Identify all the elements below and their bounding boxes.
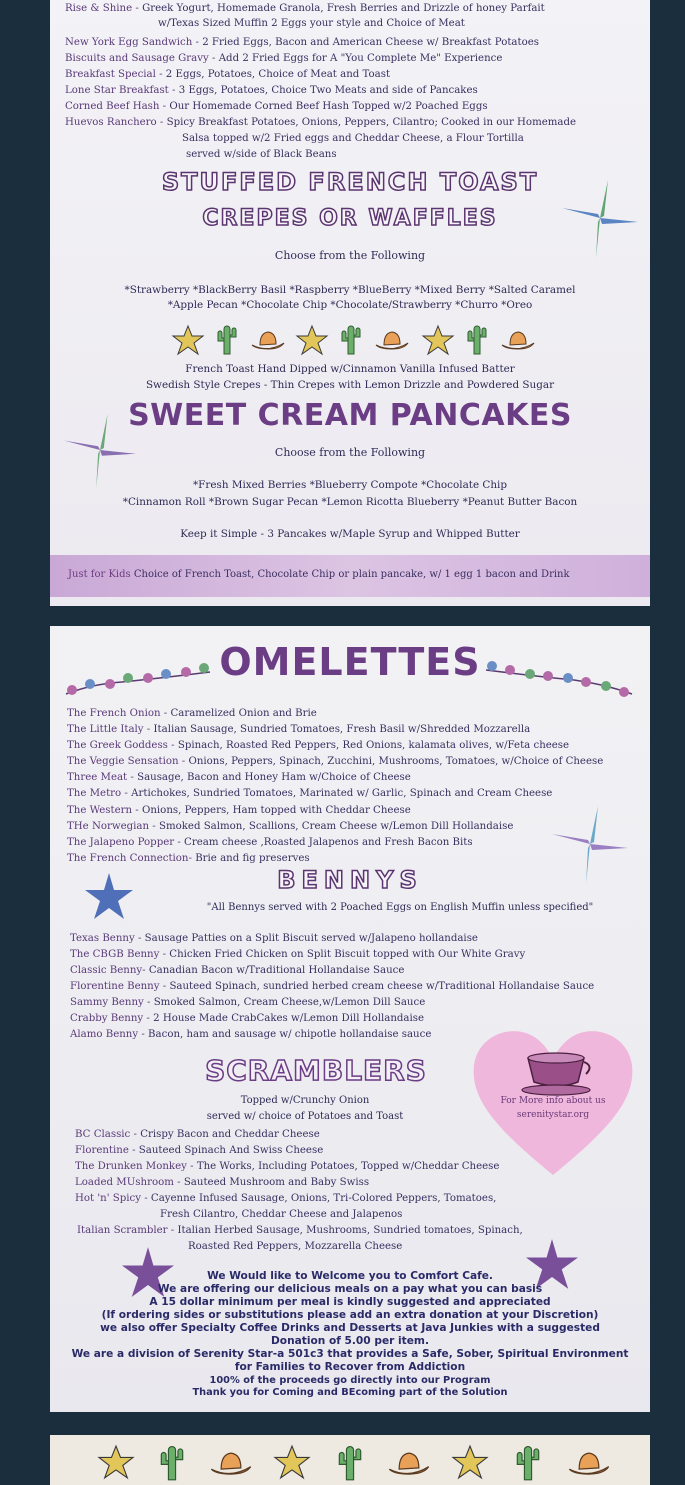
list-item: Breakfast Special - 2 Eggs, Potatoes, Choice of Meat and Toast xyxy=(65,69,391,80)
list-item: BC Classic - Crispy Bacon and Cheddar Cheese xyxy=(75,1129,320,1140)
heart-website-text: serenitystar.org xyxy=(516,1110,590,1120)
list-item: Florentine Benny - Sauteed Spinach, sundried herbed cream cheese w/Traditional Hollandaise Sauce xyxy=(70,981,595,992)
star-icon xyxy=(450,1445,490,1479)
cowboy-hat-icon xyxy=(374,327,410,353)
list-item: The French Onion - Caramelized Onion and Brie xyxy=(67,708,317,719)
kids-label: Just for Kids xyxy=(68,569,131,580)
scramblers-heading: SCRAMBLERS xyxy=(205,1054,427,1087)
cowboy-hat-icon xyxy=(208,1447,254,1479)
crepes-waffles-heading: CREPES OR WAFFLES xyxy=(202,206,498,231)
cactus-icon xyxy=(510,1443,546,1481)
cactus-icon xyxy=(462,323,492,355)
list-item: The CBGB Benny - Chicken Fried Chicken on Split Biscuit topped with Our White Gravy xyxy=(70,949,526,960)
list-item: Huevos Ranchero - Spicy Breakfast Potatoes, Onions, Peppers, Cilantro; Cooked in our Homemade xyxy=(65,117,577,128)
list-item: The Metro - Artichokes, Sundried Tomatoes, Marinated w/ Garlic, Spinach and Cream Cheese xyxy=(67,788,553,799)
french-toast-note: French Toast Hand Dipped w/Cinnamon Vanilla Infused Batter xyxy=(185,363,515,375)
welcome-line: Thank you for Coming and BEcoming part of the Solution xyxy=(192,1387,508,1398)
omelettes-heading: OMELETTES xyxy=(219,640,481,684)
pancakes-heading: SWEET CREAM PANCAKES xyxy=(128,398,572,433)
menu-page-eggs xyxy=(50,626,650,1412)
star-icon xyxy=(422,325,454,355)
choose-text: Choose from the Following xyxy=(274,446,426,459)
list-item: THe Norwegian - Smoked Salmon, Scallions, Cream Cheese w/Lemon Dill Hollandaise xyxy=(67,821,514,832)
list-item-continued: Roasted Red Peppers, Mozzarella Cheese xyxy=(188,1241,403,1252)
scramblers-sub: served w/ choice of Potatoes and Toast xyxy=(206,1111,404,1122)
welcome-line: A 15 dollar minimum per meal is kindly suggested and appreciated xyxy=(149,1296,551,1308)
crepes-note: Swedish Style Crepes - Thin Crepes with Lemon Drizzle and Powdered Sugar xyxy=(145,379,555,391)
star-icon xyxy=(96,1445,136,1479)
list-item: Hot 'n' Spicy - Cayenne Infused Sausage, Onions, Tri-Colored Peppers, Tomatoes, xyxy=(75,1193,497,1204)
list-item: The Drunken Monkey - The Works, Including Potatoes, Topped w/Cheddar Cheese xyxy=(75,1161,500,1172)
list-item: New York Egg Sandwich - 2 Fried Eggs, Bacon and American Cheese w/ Breakfast Potatoes xyxy=(65,37,539,48)
list-item: Sammy Benny - Smoked Salmon, Cream Cheese,w/Lemon Dill Sauce xyxy=(70,997,426,1008)
list-item: Alamo Benny - Bacon, ham and sausage w/ chipotle hollandaise sauce xyxy=(70,1029,432,1040)
welcome-line: 100% of the proceeds go directly into our Program xyxy=(209,1375,491,1386)
welcome-line: We are offering our delicious meals on a pay what you can basis xyxy=(157,1283,543,1295)
menu-page-partial xyxy=(50,1435,650,1485)
star-icon xyxy=(172,325,204,355)
bennys-heading: BENNYS xyxy=(277,866,423,894)
star-icon xyxy=(272,1445,312,1479)
welcome-line: we also offer Specialty Coffee Drinks and Desserts at Java Junkies with a suggested xyxy=(100,1322,600,1334)
welcome-line: for Families to Recover from Addiction xyxy=(234,1361,466,1373)
list-item-continued: served w/side of Black Beans xyxy=(186,149,337,160)
bennys-note: "All Bennys served with 2 Poached Eggs on English Muffin unless specified" xyxy=(206,902,594,913)
cowboy-hat-icon xyxy=(386,1447,432,1479)
list-item: Italian Scrambler - Italian Herbed Sausage, Mushrooms, Sundried tomatoes, Spinach, xyxy=(77,1225,523,1236)
list-item: The French Connection- Brie and fig preserves xyxy=(67,853,310,864)
list-item: Florentine - Sauteed Spinach And Swiss Cheese xyxy=(75,1145,324,1156)
list-item: Biscuits and Sausage Gravy - Add 2 Fried Eggs for A "You Complete Me" Experience xyxy=(65,53,503,64)
cowboy-hat-icon xyxy=(500,327,536,353)
list-item: Rise & Shine - Greek Yogurt, Homemade Granola, Fresh Berries and Drizzle of honey Parfait xyxy=(65,3,545,14)
choose-text: Choose from the Following xyxy=(274,249,426,262)
welcome-line: (If ordering sides or substitutions please add an extra donation at your Discretion) xyxy=(101,1309,599,1321)
flavor-list: *Fresh Mixed Berries *Blueberry Compote *Chocolate Chip xyxy=(192,479,508,491)
welcome-line: We are a division of Serenity Star-a 501c3 that provides a Safe, Sober, Spiritual Environment xyxy=(71,1348,629,1360)
list-item: Texas Benny - Sausage Patties on a Split Biscuit served w/Jalapeno hollandaise xyxy=(70,933,478,944)
star-icon xyxy=(296,325,328,355)
flavor-list: *Strawberry *BlackBerry Basil *Raspberry *BlueBerry *Mixed Berry *Salted Caramel xyxy=(124,284,576,296)
list-item: Three Meat - Sausage, Bacon and Honey Ham w/Choice of Cheese xyxy=(67,772,411,783)
kids-menu-bar xyxy=(50,555,650,597)
welcome-line: We Would like to Welcome you to Comfort Cafe. xyxy=(207,1270,493,1282)
scramblers-sub: Topped w/Crunchy Onion xyxy=(240,1095,370,1106)
menu-page-breakfast xyxy=(50,0,650,606)
list-item: The Jalapeno Popper - Cream cheese ,Roasted Jalapenos and Fresh Bacon Bits xyxy=(67,837,473,848)
cowboy-hat-icon xyxy=(566,1447,612,1479)
cactus-icon xyxy=(154,1443,190,1481)
list-item: Classic Benny- Canadian Bacon w/Traditional Hollandaise Sauce xyxy=(70,965,405,976)
flavor-list: *Cinnamon Roll *Brown Sugar Pecan *Lemon Ricotta Blueberry *Peanut Butter Bacon xyxy=(122,496,578,508)
list-item-continued: Fresh Cilantro, Cheddar Cheese and Jalapenos xyxy=(160,1209,403,1220)
list-item: Corned Beef Hash - Our Homemade Corned Beef Hash Topped w/2 Poached Eggs xyxy=(65,101,488,112)
list-item: Lone Star Breakfast - 3 Eggs, Potatoes, Choice Two Meats and side of Pancakes xyxy=(65,85,478,96)
cactus-icon xyxy=(336,323,366,355)
list-item: The Veggie Sensation - Onions, Peppers, Spinach, Zucchini, Mushrooms, Tomatoes, w/Choice of Cheese xyxy=(67,756,604,767)
kids-description: Choice of French Toast, Chocolate Chip or plain pancake, w/ 1 egg 1 bacon and Drink xyxy=(133,569,570,580)
heart-info-text: For More info about us xyxy=(500,1096,606,1106)
list-item: Crabby Benny - 2 House Made CrabCakes w/Lemon Dill Hollandaise xyxy=(70,1013,424,1024)
cactus-icon xyxy=(212,323,242,355)
list-item-continued: w/Texas Sized Muffin 2 Eggs your style and Choice of Meat xyxy=(158,18,465,29)
list-item-continued: Salsa topped w/2 Fried eggs and Cheddar Cheese, a Flour Tortilla xyxy=(182,133,524,144)
welcome-line: Donation of 5.00 per item. xyxy=(271,1335,429,1347)
cowboy-hat-icon xyxy=(250,327,286,353)
list-item: The Little Italy - Italian Sausage, Sundried Tomatoes, Fresh Basil w/Shredded Mozzarella xyxy=(67,724,531,735)
pinwheel-star-icon xyxy=(560,178,640,258)
french-toast-heading: STUFFED FRENCH TOAST xyxy=(161,168,539,196)
list-item: The Greek Goddess - Spinach, Roasted Red Peppers, Red Onions, kalamata olives, w/Feta cheese xyxy=(67,740,570,751)
vine-ornament-icon xyxy=(484,648,634,700)
list-item: The Western - Onions, Peppers, Ham topped with Cheddar Cheese xyxy=(67,805,411,816)
keep-simple-text: Keep it Simple - 3 Pancakes w/Maple Syrup and Whipped Butter xyxy=(180,528,520,540)
cactus-icon xyxy=(332,1443,368,1481)
list-item: Loaded MUshroom - Sauteed Mushroom and Baby Swiss xyxy=(75,1177,370,1188)
flavor-list: *Apple Pecan *Chocolate Chip *Chocolate/Strawberry *Churro *Oreo xyxy=(167,299,533,311)
